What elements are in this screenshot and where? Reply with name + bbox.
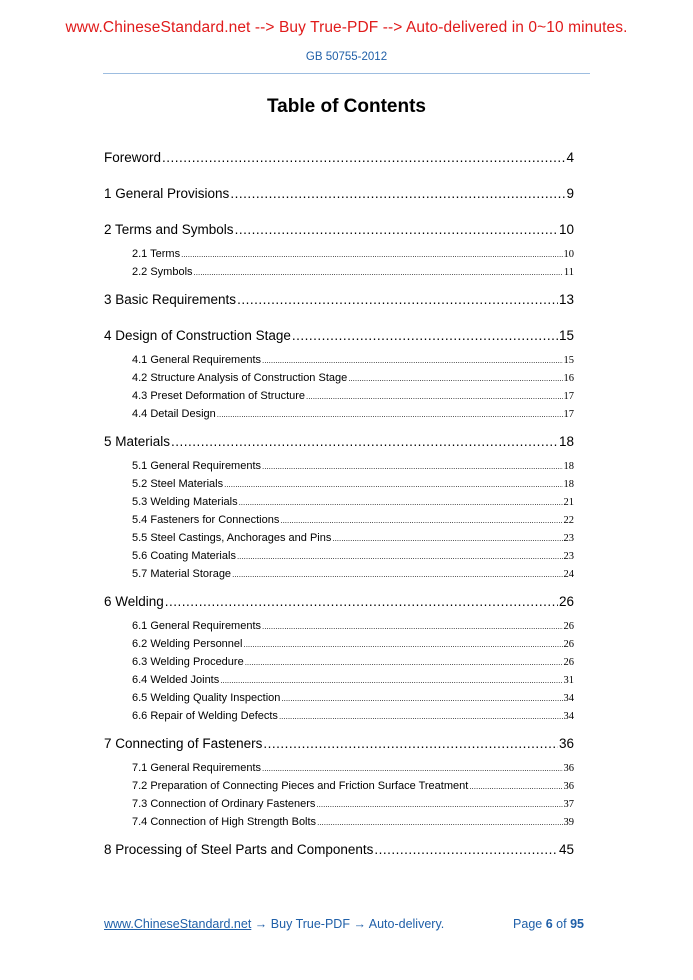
footer-buy-text: Buy True-PDF (270, 917, 350, 931)
toc-spacer (104, 452, 574, 460)
toc-spacer (104, 310, 574, 328)
dot-leader (220, 676, 562, 685)
toc-entry-page: 18 (563, 461, 574, 472)
toc-section[interactable] (132, 638, 574, 656)
toc-entry-page: 18 (558, 434, 574, 449)
toc-entry-label: 6.1 General Requirements (132, 620, 262, 632)
toc-entry-page: 9 (566, 186, 574, 201)
toc-entry-page: 34 (563, 693, 574, 704)
toc-entry-page: 16 (563, 373, 574, 384)
dot-leader (316, 800, 562, 809)
toc-entry-label: 4.3 Preset Deformation of Structure (132, 390, 306, 402)
toc-entry-label: 2 Terms and Symbols (104, 222, 234, 237)
toc-chapter[interactable] (104, 434, 574, 452)
toc-section[interactable] (132, 266, 574, 284)
toc-entry-page: 22 (563, 515, 574, 526)
dot-leader (181, 250, 562, 259)
dot-leader (239, 498, 563, 507)
toc-entry-label: 6.2 Welding Personnel (132, 638, 243, 650)
dot-leader (374, 842, 558, 857)
dot-leader (469, 782, 562, 791)
dot-leader (292, 328, 558, 343)
toc-section[interactable] (132, 532, 574, 550)
dot-leader (262, 356, 562, 365)
toc-entry-page: 34 (563, 711, 574, 722)
toc-entry-label: 2.2 Symbols (132, 266, 193, 278)
toc-entry-label: 4.2 Structure Analysis of Construction Stage (132, 372, 348, 384)
toc-entry-label: 4.4 Detail Design (132, 408, 216, 420)
toc-entry-page: 4 (566, 150, 574, 165)
toc-entry-label: 6.6 Repair of Welding Defects (132, 710, 278, 722)
toc-spacer (104, 426, 574, 434)
toc-entry-page: 37 (563, 799, 574, 810)
toc-entry-label: 5.1 General Requirements (132, 460, 262, 472)
footer-site-link[interactable]: www.ChineseStandard.net (104, 917, 252, 931)
dot-leader (237, 552, 563, 561)
toc-entry-label: 2.1 Terms (132, 248, 181, 260)
toc-section[interactable] (132, 354, 574, 372)
toc-entry-label: 8 Processing of Steel Parts and Components (104, 842, 374, 857)
dot-leader (317, 818, 562, 827)
dot-leader (348, 374, 562, 383)
dot-leader (262, 462, 562, 471)
toc-section[interactable] (132, 460, 574, 478)
toc-entry-label: 5.2 Steel Materials (132, 478, 224, 490)
toc-entry-page: 24 (563, 569, 574, 580)
toc-spacer (104, 284, 574, 292)
page-word: Page (513, 917, 543, 931)
arrow-right-icon: → (353, 917, 366, 931)
dot-leader (171, 434, 558, 449)
toc-spacer (104, 168, 574, 186)
toc-entry-label: 5.3 Welding Materials (132, 496, 238, 508)
toc-chapter[interactable] (104, 150, 574, 168)
toc-entry-label: 5.4 Fasteners for Connections (132, 514, 280, 526)
toc-section[interactable] (132, 692, 574, 710)
toc-entry-label: 5.6 Coating Materials (132, 550, 236, 562)
dot-leader (262, 764, 562, 773)
document-id: GB 50755-2012 (305, 51, 388, 63)
toc-chapter[interactable] (104, 292, 574, 310)
toc-section[interactable] (132, 568, 574, 586)
toc-entry-page: 45 (558, 842, 574, 857)
toc-chapter[interactable] (104, 594, 574, 612)
toc-entry-label: 7.4 Connection of High Strength Bolts (132, 816, 317, 828)
dot-leader (194, 268, 563, 277)
toc-entry-label: 7 Connecting of Fasteners (104, 736, 263, 751)
toc-entry-label: 5.7 Material Storage (132, 568, 232, 580)
toc-chapter[interactable] (104, 736, 574, 754)
toc-entry-page: 36 (563, 763, 574, 774)
toc-entry-page: 36 (563, 781, 574, 792)
toc-spacer (104, 754, 574, 762)
toc-entry-page: 13 (558, 292, 574, 307)
toc-entry-page: 10 (558, 222, 574, 237)
dot-leader (332, 534, 562, 543)
toc-section[interactable] (132, 710, 574, 728)
toc-chapter[interactable] (104, 328, 574, 346)
toc-section[interactable] (132, 514, 574, 532)
toc-entry-page: 10 (563, 249, 574, 260)
toc-entry-label: 3 Basic Requirements (104, 292, 237, 307)
dot-leader (232, 570, 562, 579)
dot-leader (217, 410, 563, 419)
dot-leader (262, 622, 562, 631)
dot-leader (279, 712, 563, 721)
toc-entry-label: 4.1 General Requirements (132, 354, 262, 366)
of-word: of (556, 917, 567, 931)
page-indicator (513, 917, 584, 931)
toc-spacer (104, 240, 574, 248)
dot-leader (235, 222, 558, 237)
toc-entry-label: 6.5 Welding Quality Inspection (132, 692, 281, 704)
promo-banner[interactable]: www.ChineseStandard.net --> Buy True-PDF --> Auto-delivered in 0~10 minutes. (65, 19, 628, 36)
toc-entry-label: 7.2 Preparation of Connecting Pieces and Friction Surface Treatment (132, 780, 469, 792)
footer (104, 917, 584, 931)
toc-section[interactable] (132, 780, 574, 798)
toc-entry-page: 26 (558, 594, 574, 609)
arrow-right-icon: → (254, 917, 268, 931)
dot-leader (280, 516, 562, 525)
toc-section[interactable] (132, 496, 574, 514)
toc-entry-label: 5.5 Steel Castings, Anchorages and Pins (132, 532, 332, 544)
toc-spacer (104, 728, 574, 736)
toc-section[interactable] (132, 550, 574, 568)
toc-section[interactable] (132, 372, 574, 390)
toc-section[interactable] (132, 762, 574, 780)
page-title: Table of Contents (266, 96, 427, 117)
toc-section[interactable] (132, 656, 574, 674)
dot-leader (162, 150, 565, 165)
table-of-contents (104, 150, 574, 860)
dot-leader (263, 736, 558, 751)
dot-leader (306, 392, 562, 401)
dot-leader (245, 658, 563, 667)
toc-entry-page: 26 (563, 657, 574, 668)
toc-entry-label: 5 Materials (104, 434, 171, 449)
toc-entry-label: Foreword (104, 150, 162, 165)
toc-entry-label: 1 General Provisions (104, 186, 230, 201)
toc-chapter[interactable] (104, 222, 574, 240)
toc-chapter[interactable] (104, 842, 574, 860)
toc-entry-page: 15 (558, 328, 574, 343)
toc-entry-page: 26 (563, 639, 574, 650)
toc-entry-label: 4 Design of Construction Stage (104, 328, 291, 343)
toc-section[interactable] (132, 248, 574, 266)
toc-entry-page: 11 (563, 267, 574, 278)
toc-entry-label: 6.3 Welding Procedure (132, 656, 244, 668)
toc-entry-page: 17 (563, 391, 574, 402)
toc-spacer (104, 586, 574, 594)
toc-spacer (104, 346, 574, 354)
toc-spacer (104, 834, 574, 842)
toc-chapter[interactable] (104, 186, 574, 204)
toc-entry-page: 31 (563, 675, 574, 686)
dot-leader (230, 186, 565, 201)
toc-entry-label: 6.4 Welded Joints (132, 674, 220, 686)
toc-section[interactable] (132, 620, 574, 638)
toc-entry-page: 23 (563, 551, 574, 562)
toc-entry-page: 17 (563, 409, 574, 420)
toc-section[interactable] (132, 408, 574, 426)
toc-entry-label: 6 Welding (104, 594, 164, 609)
dot-leader (237, 292, 558, 307)
current-page-number: 6 (545, 917, 553, 931)
dot-leader (224, 480, 562, 489)
dot-leader (243, 640, 562, 649)
dot-leader (281, 694, 562, 703)
toc-entry-page: 18 (563, 479, 574, 490)
toc-entry-page: 23 (563, 533, 574, 544)
toc-section[interactable] (132, 478, 574, 496)
toc-section[interactable] (132, 674, 574, 692)
toc-section[interactable] (132, 390, 574, 408)
toc-entry-label: 7.3 Connection of Ordinary Fasteners (132, 798, 316, 810)
total-page-count: 95 (570, 917, 584, 931)
toc-entry-page: 39 (563, 817, 574, 828)
toc-spacer (104, 612, 574, 620)
toc-entry-page: 26 (563, 621, 574, 632)
header-divider (103, 73, 590, 74)
dot-leader (165, 594, 558, 609)
footer-delivery-text: Auto-delivery. (368, 917, 445, 931)
toc-section[interactable] (132, 816, 574, 834)
toc-entry-page: 21 (563, 497, 574, 508)
toc-section[interactable] (132, 798, 574, 816)
toc-spacer (104, 204, 574, 222)
toc-entry-page: 15 (563, 355, 574, 366)
toc-entry-page: 36 (558, 736, 574, 751)
toc-entry-label: 7.1 General Requirements (132, 762, 262, 774)
